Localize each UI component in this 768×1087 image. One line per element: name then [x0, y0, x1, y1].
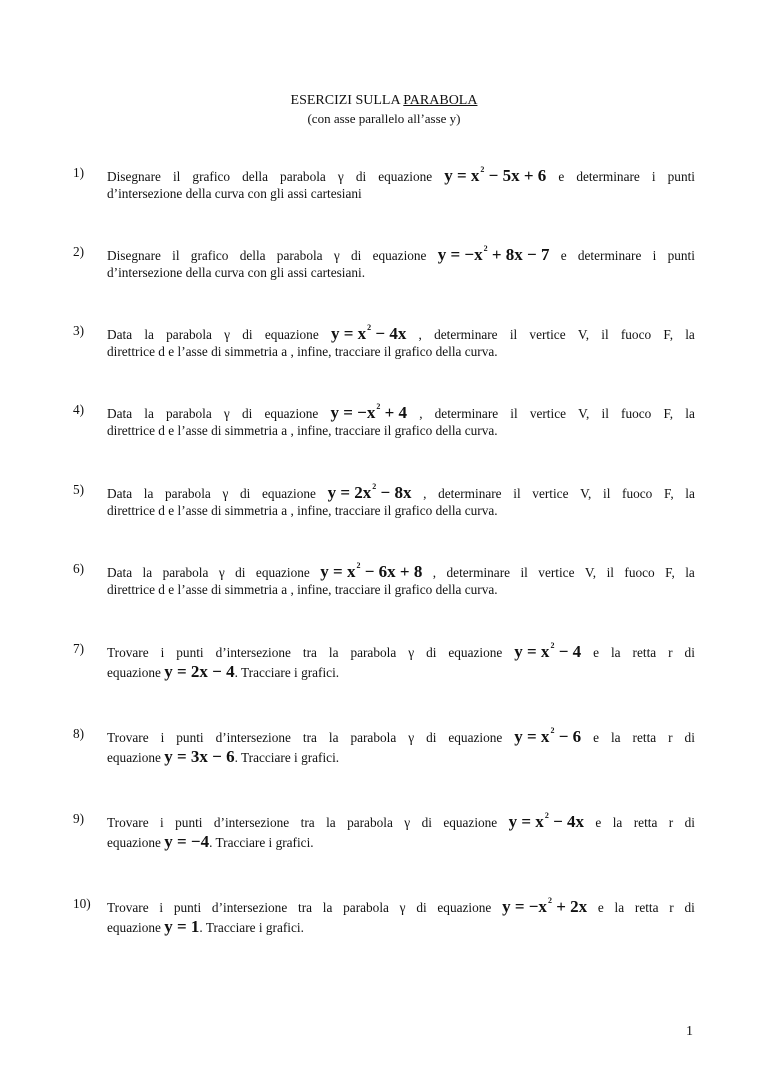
exercise-line-1	[107, 323, 695, 344]
line-equation: y = 3x − 6	[164, 747, 235, 766]
word: vertice	[538, 565, 575, 580]
word: di	[426, 645, 437, 660]
word: il	[601, 327, 609, 342]
equation: $y = x^2 - 4x$	[330, 323, 407, 343]
word: di	[684, 645, 695, 660]
word: il	[509, 327, 518, 342]
equation: $y = x^2 - 6x + 8$	[320, 561, 423, 581]
word: Disegnare	[107, 248, 161, 263]
word: F,	[663, 327, 674, 342]
word: di	[350, 248, 362, 263]
exponent: 2	[367, 323, 372, 332]
word: di	[242, 327, 253, 342]
exercise-number: 6)	[73, 561, 85, 576]
word: γ	[218, 565, 225, 580]
word: di	[355, 169, 367, 184]
word: fuoco	[624, 565, 655, 580]
word: la	[685, 486, 695, 501]
word: Trovare	[107, 815, 149, 830]
exercise-line-1	[107, 482, 695, 503]
word: V,	[578, 406, 590, 421]
word: parabola	[162, 565, 209, 580]
word: fuoco	[620, 327, 652, 342]
word: equazione	[264, 327, 319, 342]
exercise-number: 4)	[73, 402, 85, 417]
exercise-line-1	[107, 561, 695, 582]
word: il	[601, 406, 609, 421]
exercise-line-1	[107, 726, 695, 747]
word: γ	[404, 815, 411, 830]
word: γ	[224, 327, 231, 342]
exercise-number: 8)	[73, 726, 85, 741]
exercise-number: 3)	[73, 323, 85, 338]
exercise-line-1	[107, 244, 695, 265]
word: di	[426, 730, 437, 745]
word: la	[328, 730, 339, 745]
word: Trovare	[107, 730, 149, 745]
word: γ	[399, 900, 406, 915]
exponent: 2	[372, 482, 377, 491]
word: la	[685, 406, 695, 421]
word: di	[241, 406, 253, 421]
word: di	[235, 565, 246, 580]
word: i	[652, 248, 657, 263]
word: la	[143, 486, 154, 501]
word: r	[669, 900, 674, 915]
word: tra	[302, 730, 317, 745]
word: la	[142, 565, 153, 580]
word: di	[684, 900, 695, 915]
word: di	[684, 815, 695, 830]
word: fuoco	[622, 486, 653, 501]
equation: $y = 2x^2 - 8x$	[327, 482, 412, 502]
word: r	[668, 730, 673, 745]
word: F,	[663, 406, 674, 421]
exercise-line-2: equazione y = 1. Tracciare i grafici.	[107, 917, 304, 936]
word: i	[160, 645, 165, 660]
word: la	[614, 900, 625, 915]
word: equazione	[262, 486, 316, 501]
word: retta	[634, 900, 659, 915]
word: determinare	[446, 565, 511, 580]
word: F,	[663, 486, 674, 501]
exercise-number: 10)	[73, 896, 91, 911]
equation: $y = -x^2 + 8x - 7$	[437, 244, 550, 264]
exponent: 2	[356, 561, 361, 570]
word: parabola	[276, 248, 323, 263]
line-equation: y = 2x − 4	[164, 662, 235, 681]
word: di	[240, 486, 251, 501]
word: parabola	[166, 406, 212, 421]
word: punti	[175, 815, 203, 830]
word: tra	[300, 815, 315, 830]
word: determinare	[438, 486, 502, 501]
document-subtitle: (con asse parallelo all’asse y)	[307, 111, 461, 126]
word: vertice	[532, 486, 569, 501]
word: determinare	[434, 406, 499, 421]
word: la	[326, 815, 336, 830]
word: punti	[176, 730, 204, 745]
exercise-line-2: direttrice d e l’asse di simmetria a , infine, tracciare il grafico della curva.	[107, 423, 498, 438]
equation: $y = x^2 - 6$	[514, 726, 582, 746]
word: parabola	[280, 169, 326, 184]
word: il	[510, 406, 518, 421]
word: punti	[173, 900, 202, 915]
word: la	[685, 327, 695, 342]
word: d’intersezione	[215, 645, 291, 660]
word: ,	[423, 486, 427, 501]
word: parabola	[343, 900, 389, 915]
word: la	[610, 645, 621, 660]
word: vertice	[529, 406, 566, 421]
word: V,	[580, 486, 592, 501]
equation: $y = x^2 - 5x + 6$	[444, 165, 547, 185]
line-equation: y = −4	[164, 832, 210, 851]
word: determinare	[434, 327, 498, 342]
exercise-line-2: direttrice d e l’asse di simmetria a , infine, tracciare il grafico della curva.	[107, 503, 498, 518]
word: equazione	[255, 565, 310, 580]
word: della	[242, 169, 268, 184]
word: r	[668, 815, 674, 830]
word: retta	[633, 815, 658, 830]
word: i	[160, 730, 165, 745]
word: γ	[223, 406, 230, 421]
word: ,	[418, 327, 422, 342]
word: la	[144, 406, 154, 421]
word: V,	[577, 327, 590, 342]
exponent: 2	[480, 165, 485, 174]
word: parabola	[350, 730, 397, 745]
word: tra	[302, 645, 317, 660]
word: d’intersezione	[213, 815, 290, 830]
word: determinare	[576, 169, 640, 184]
word: di	[684, 730, 695, 745]
word: parabola	[166, 327, 212, 342]
word: equazione	[378, 169, 433, 184]
word: tra	[298, 900, 313, 915]
word: d’intersezione	[215, 730, 291, 745]
exponent: 2	[544, 811, 549, 820]
word: il	[603, 486, 611, 501]
word: la	[610, 730, 621, 745]
word: punti	[176, 645, 204, 660]
word: e	[593, 645, 599, 660]
exercise-line-2: direttrice d e l’asse di simmetria a , infine, tracciare il grafico della curva.	[107, 582, 498, 597]
title-prefix: ESERCIZI SULLA	[290, 93, 404, 108]
page-number: 1	[686, 1024, 693, 1039]
word: γ	[333, 248, 340, 263]
word: della	[239, 248, 266, 263]
exponent: 2	[550, 641, 555, 650]
word: Data	[107, 406, 133, 421]
word: la	[612, 815, 623, 830]
word: ,	[432, 565, 437, 580]
word: di	[421, 815, 432, 830]
exponent: 2	[376, 402, 381, 411]
word: r	[668, 645, 673, 660]
word: la	[322, 900, 333, 915]
word: equazione	[372, 248, 427, 263]
word: ,	[419, 406, 423, 421]
exercise-line-1	[107, 641, 695, 662]
word: γ	[408, 730, 415, 745]
word: il	[172, 248, 180, 263]
word: di	[416, 900, 427, 915]
equation: $y = -x^2 + 2x$	[502, 896, 588, 916]
word: retta	[632, 730, 657, 745]
word: e	[560, 248, 567, 263]
word: grafico	[192, 169, 231, 184]
word: equazione	[264, 406, 319, 421]
word: V,	[584, 565, 597, 580]
word: la	[685, 565, 695, 580]
word: d’intersezione	[211, 900, 288, 915]
exercise-number: 7)	[73, 641, 85, 656]
word: Trovare	[107, 645, 149, 660]
word: i	[160, 815, 164, 830]
exercise-line-2: direttrice d e l’asse di simmetria a , infine, tracciare il grafico della curva.	[107, 344, 498, 359]
word: il	[520, 565, 528, 580]
word: equazione	[437, 900, 492, 915]
exercise-number: 9)	[73, 811, 85, 826]
word: Data	[107, 565, 133, 580]
word: grafico	[190, 248, 229, 263]
document-title	[0, 93, 768, 109]
word: equazione	[448, 730, 503, 745]
word: γ	[408, 645, 415, 660]
word: e	[595, 815, 602, 830]
word: equazione	[443, 815, 498, 830]
word: il	[606, 565, 614, 580]
word: equazione	[448, 645, 503, 660]
exercise-line-1	[107, 811, 695, 832]
exercise-number: 1)	[73, 165, 85, 180]
word: i	[159, 900, 164, 915]
word: la	[144, 327, 154, 342]
line-equation: y = 1	[164, 917, 200, 936]
word: parabola	[350, 645, 397, 660]
exercise-line-1	[107, 402, 695, 423]
word: punti	[667, 248, 695, 263]
exercise-line-1	[107, 896, 695, 917]
title-underlined: PARABOLA	[403, 93, 478, 108]
word: parabola	[347, 815, 393, 830]
word: Trovare	[107, 900, 149, 915]
word: e	[593, 730, 599, 745]
word: e	[597, 900, 604, 915]
exercise-number: 5)	[73, 482, 85, 497]
word: il	[513, 486, 521, 501]
exercise-number: 2)	[73, 244, 85, 259]
word: il	[172, 169, 181, 184]
exercise-line-2: d’intersezione della curva con gli assi cartesiani.	[107, 265, 366, 280]
exercise-line-2: equazione y = 3x − 6. Tracciare i grafici.	[107, 747, 340, 766]
exponent: 2	[547, 896, 552, 905]
exercise-line-2: d’intersezione della curva con gli assi cartesiani	[107, 186, 362, 201]
word: γ	[222, 486, 229, 501]
word: la	[328, 645, 339, 660]
word: determinare	[577, 248, 642, 263]
exercise-line-2: equazione y = −4. Tracciare i grafici.	[107, 832, 314, 851]
word: punti	[667, 169, 695, 184]
word: γ	[337, 169, 344, 184]
word: F,	[665, 565, 675, 580]
exercise-line-1	[107, 165, 695, 186]
word: Data	[107, 327, 133, 342]
word: i	[651, 169, 656, 184]
word: Data	[107, 486, 133, 501]
word: vertice	[529, 327, 566, 342]
equation: $y = x^2 - 4$	[514, 641, 582, 661]
word: parabola	[165, 486, 211, 501]
word: retta	[632, 645, 657, 660]
exercise-line-2: equazione y = 2x − 4. Tracciare i grafici.	[107, 662, 340, 681]
equation: $y = -x^2 + 4$	[330, 402, 408, 422]
exponent: 2	[550, 726, 555, 735]
exponent: 2	[483, 244, 488, 253]
word: fuoco	[621, 406, 652, 421]
equation: $y = x^2 - 4x$	[508, 811, 584, 831]
word: e	[558, 169, 565, 184]
word: Disegnare	[107, 169, 161, 184]
